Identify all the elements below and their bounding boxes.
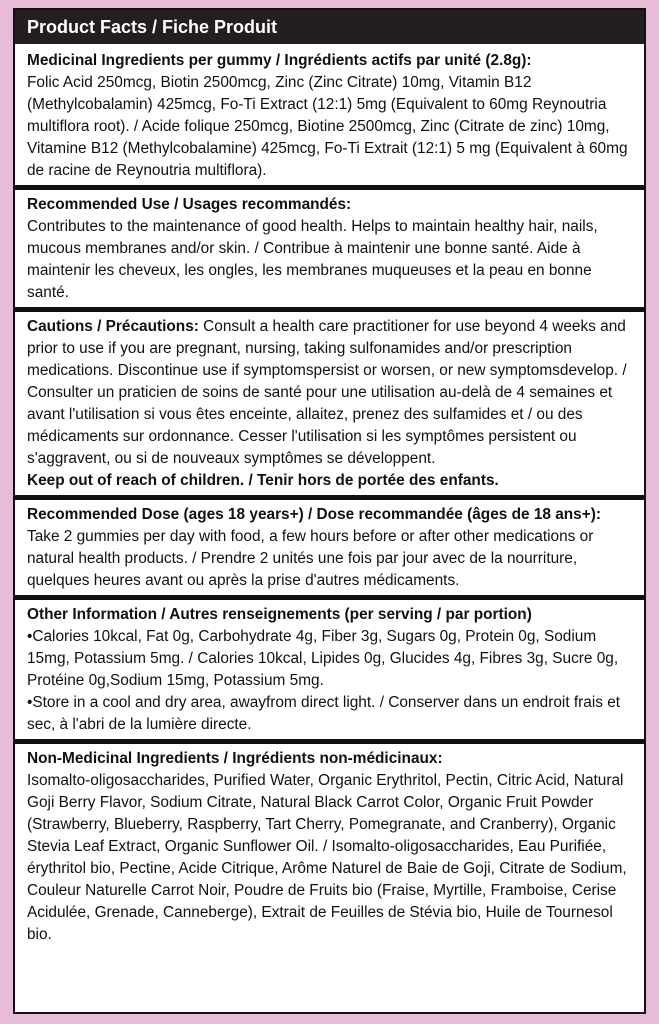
product-facts-panel (13, 8, 646, 1014)
panel-title: Product Facts / Fiche Produit (15, 10, 644, 44)
children-warning: Keep out of reach of children. / Tenir hors de portée des enfants. (27, 472, 499, 489)
other-information-section (15, 595, 644, 739)
recommended-use-section (15, 185, 644, 307)
other-heading: Other Information / Autres renseignements (per serving / par portion) (27, 606, 532, 623)
non-medicinal-section (15, 739, 644, 949)
nonmedicinal-heading: Non-Medicinal Ingredients / Ingrédients non-médicinaux: (27, 750, 443, 767)
use-text: Contributes to the maintenance of good health. Helps to maintain healthy hair, nails, mucous membranes and/or skin. / Contribue à maintenir une bonne santé. Aide à maintenir les cheveux, les ongles, les membranes muqueuses et la peau en bonne santé. (27, 218, 598, 301)
storage-text: •Store in a cool and dry area, awayfrom direct light. / Conserver dans un endroit frais et sec, à l'abri de la lumière directe. (27, 694, 621, 733)
use-heading: Recommended Use / Usages recommandés: (27, 196, 352, 213)
recommended-dose-section (15, 495, 644, 595)
dose-text: Take 2 gummies per day with food, a few hours before or after other medications or natural health products. / Prendre 2 unités une fois par jour avec de la nourriture, quelques heures avant ou après la prise d'autres médicaments. (27, 528, 594, 589)
cautions-section (15, 307, 644, 495)
medicinal-ingredients-section (15, 44, 644, 185)
dose-heading: Recommended Dose (ages 18 years+) / Dose recommandée (âges de 18 ans+): (27, 506, 601, 523)
cautions-text: Consult a health care practitioner for use beyond 4 weeks and prior to use if you are pregnant, nursing, taking sulfonamides and/or prescription medications. Discontinue use if symptomspersist or worsen, or new symptomsdevelop. / Consulter un praticien de soins de santé pour une utilisation au-delà de 4 semaines et avant l'utilisation si vous êtes enceinte, allaitez, prenez des sulfamides et / ou des médicaments sur ordonnance. Cesser l'utilisation si les symptômes persistent ou s'aggravent, ou si de nouveaux symptômes se développent. (27, 318, 627, 467)
medicinal-text: Folic Acid 250mcg, Biotin 2500mcg, Zinc (Zinc Citrate) 10mg, Vitamin B12 (Methylcobalamin) 425mcg, Fo-Ti Extract (12:1) 5mg (Equivalent to 60mg Reynoutria multiflora root). / Acide folique 250mcg, Biotine 2500mcg, Zinc (Citrate de zinc) 10mg, Vitamine B12 (Methylcobalamine) 425mcg, Fo-Ti Extrait (12:1) 5 mg (Equivalent à 60mg de racine de Reynoutria multiflora). (27, 74, 628, 179)
medicinal-heading: Medicinal Ingredients per gummy / Ingrédients actifs par unité (2.8g): (27, 52, 532, 69)
nonmedicinal-text: Isomalto-oligosaccharides, Purified Water, Organic Erythritol, Pectin, Citric Acid, Natural Goji Berry Flavor, Sodium Citrate, Natural Black Carrot Color, Organic Fruit Powder (Strawberry, Blueberry, Raspberry, Tart Cherry, Pomegranate, and Cranberry), Organic Stevia Leaf Extract, Organic Sunflower Oil. / Isomalto-oligosaccharides, Eau Purifiée, érythritol bio, Pectine, Acide Citrique, Arôme Naturel de Baie de Goji, Citrate de Sodium, Couleur Naturelle Carrot Noir, Poudre de Fruits bio (Fraise, Myrtille, Framboise, Cerise Acidulée, Grenade, Canneberge), Extrait de Feuilles de Stévia bio, Huile de Tournesol bio. (27, 772, 627, 943)
nutrition-text: •Calories 10kcal, Fat 0g, Carbohydrate 4g, Fiber 3g, Sugars 0g, Protein 0g, Sodium 15mg, Potassium 5mg. / Calories 10kcal, Lipides 0g, Glucides 4g, Fibres 3g, Sucre 0g, Protéine 0g,Sodium 15mg, Potassium 5mg. (27, 628, 619, 689)
cautions-heading: Cautions / Précautions: (27, 318, 199, 335)
